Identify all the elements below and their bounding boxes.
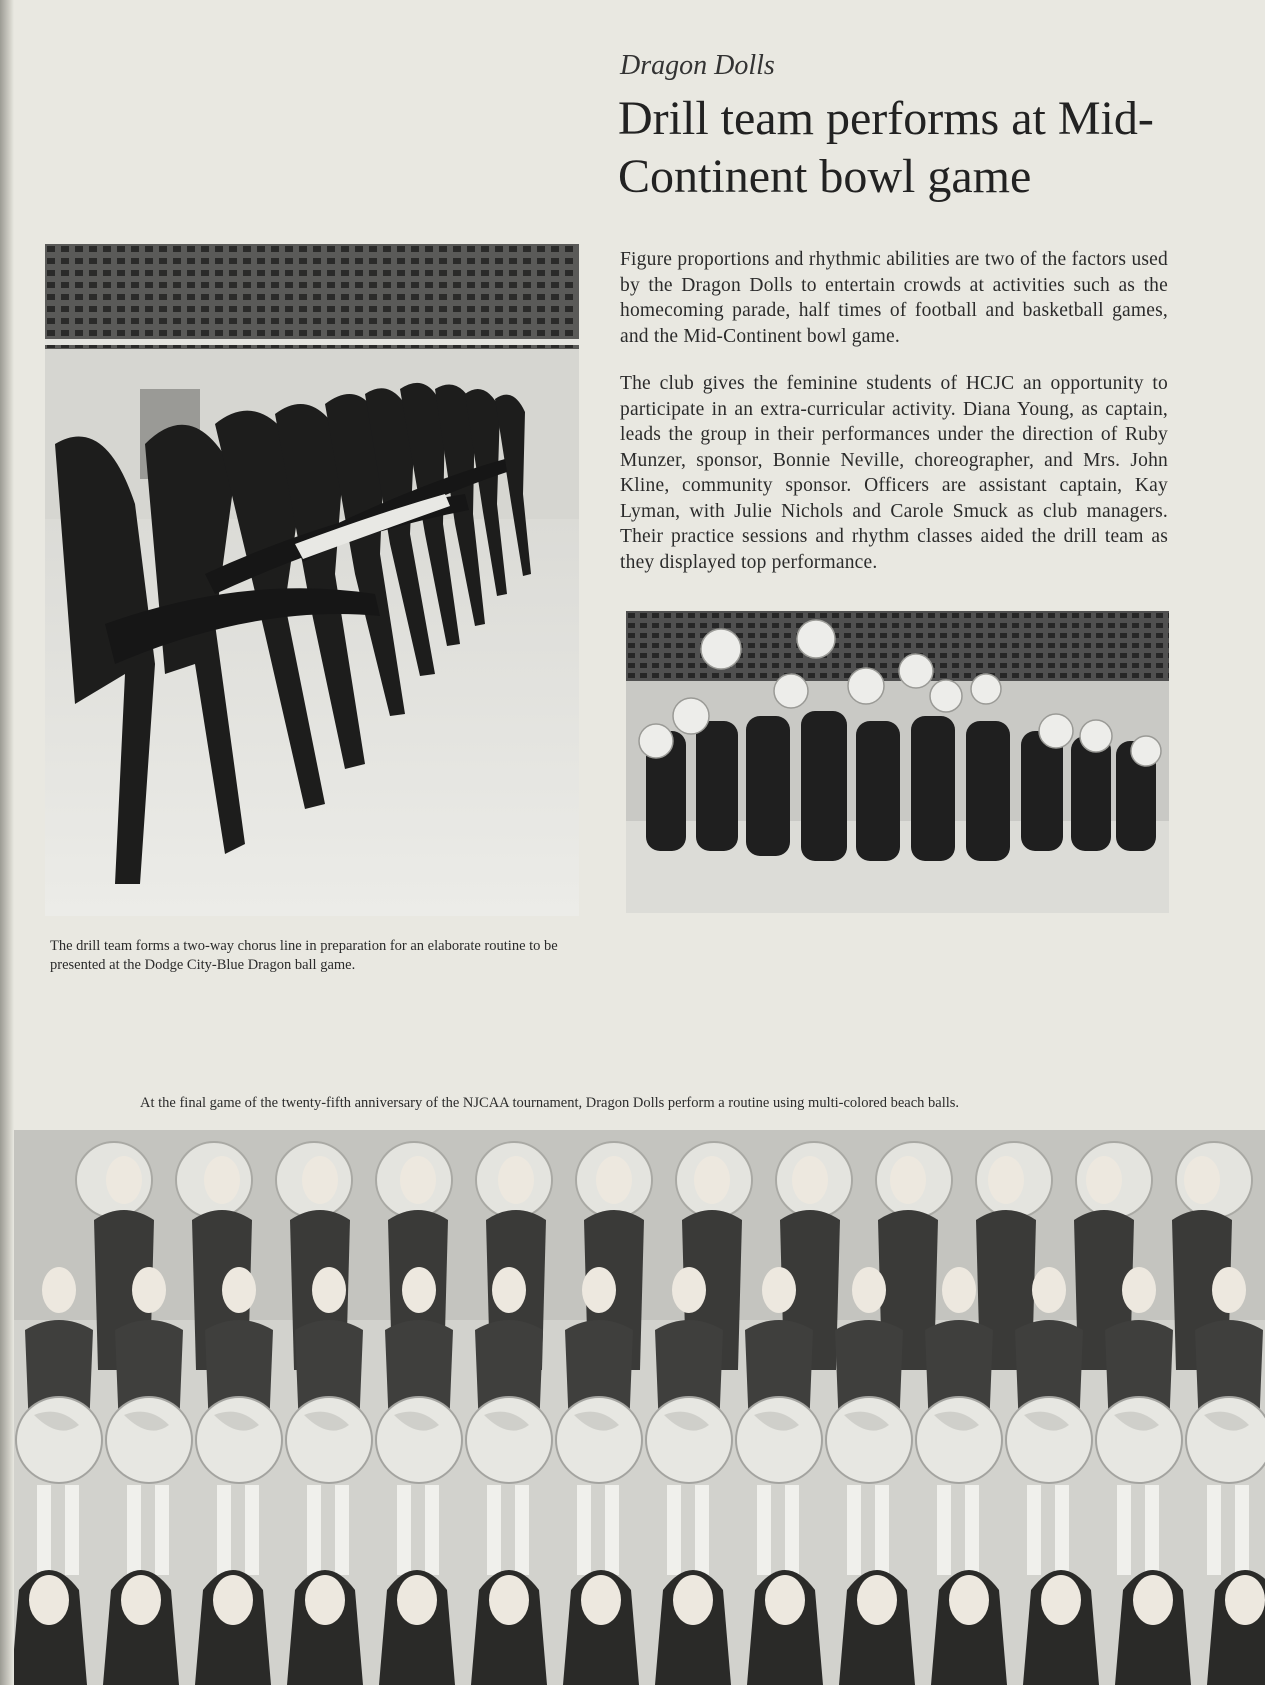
chorus-line-photo bbox=[45, 244, 579, 916]
article-headline: Drill team performs at Mid-Continent bowl game bbox=[618, 92, 1154, 203]
article-paragraph-1: Figure proportions and rhythmic abilities are two of the factors used by the Dragon Dolls to entertain crowds at activities such as the homecoming parade, half times of football and basketball games, and the Mid-Continent bowl game. bbox=[620, 249, 1168, 347]
article-kicker: Dragon Dolls bbox=[620, 50, 775, 81]
beach-ball-routine-photo bbox=[626, 611, 1169, 913]
page-gutter-shadow bbox=[0, 0, 14, 1685]
article-paragraph-2: The club gives the feminine students of HCJC an opportunity to participate in an extra-curricular activity. Diana Young, as captain, leads the group in their performances under the direction of Ruby Munzer, sponsor, Bonnie Neville, choreographer, and Mrs. John Kline, community sponsor. Officers are assistant captain, Kay Lyman, with Julie Nichols and Carole Smuck as club managers. Their practice sessions and rhythm classes aided the drill team as they displayed top performance. bbox=[620, 373, 1168, 573]
group-portrait-photo bbox=[14, 1130, 1265, 1685]
group-photo-caption: At the final game of the twenty-fifth anniversary of the NJCAA tournament, Dragon Dolls perform a routine using multi-colored beach balls. bbox=[140, 1095, 960, 1111]
chorus-line-caption: The drill team forms a two-way chorus line in preparation for an elaborate routine to be presented at the Dodge City-Blue Dragon ball game. bbox=[50, 938, 558, 973]
